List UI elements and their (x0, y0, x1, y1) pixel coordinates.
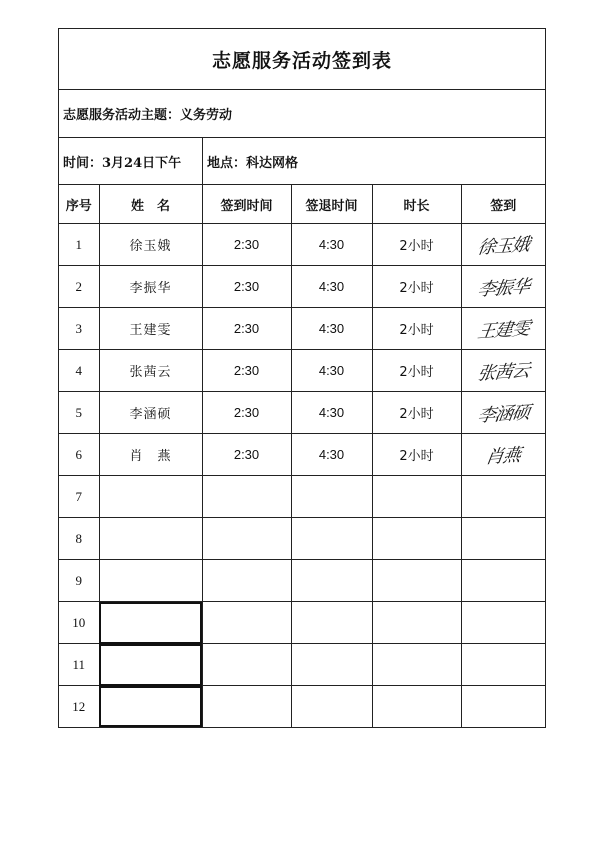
table-row (59, 350, 545, 392)
row-index: 2 (59, 266, 99, 308)
handwritten-signature: 李涵硕 (475, 401, 531, 427)
activity-place: 地点：科达网格 (207, 155, 299, 171)
duration (372, 476, 461, 518)
row-index: 3 (59, 308, 99, 350)
row-index: 9 (59, 560, 99, 602)
row-index: 8 (59, 518, 99, 560)
sign-in-sheet (58, 28, 546, 728)
signature-cell (461, 350, 545, 392)
row-index: 6 (59, 434, 99, 476)
participant-name (99, 602, 202, 644)
table-row (59, 602, 545, 644)
sign-out-time: 4:30 (291, 266, 372, 308)
sign-in-time: 2:30 (202, 434, 291, 476)
handwritten-signature: 徐玉娥 (475, 233, 531, 259)
row-index: 12 (59, 686, 99, 728)
table-row (59, 392, 545, 434)
sign-out-time (291, 644, 372, 686)
sign-out-time: 4:30 (291, 350, 372, 392)
table-row (59, 518, 545, 560)
sign-in-time: 2:30 (202, 350, 291, 392)
sign-in-time (202, 602, 291, 644)
signature-cell (461, 686, 545, 728)
sheet-title: 志愿服务活动签到表 (59, 29, 545, 90)
duration (372, 686, 461, 728)
sign-out-time (291, 476, 372, 518)
handwritten-signature: 王建雯 (475, 317, 531, 343)
row-index: 11 (59, 644, 99, 686)
handwritten-signature: 肖燕 (484, 444, 522, 468)
table-row (59, 686, 545, 728)
handwritten-signature: 李振华 (475, 275, 531, 301)
table-row (59, 644, 545, 686)
duration: 2小时 (372, 350, 461, 392)
column-header-sign-out: 签退时间 (291, 185, 372, 224)
column-header-signature: 签到 (461, 185, 545, 224)
duration (372, 560, 461, 602)
table-row (59, 308, 545, 350)
signature-cell (461, 308, 545, 350)
participant-name: 张茜云 (99, 350, 202, 392)
duration (372, 518, 461, 560)
signature-cell (461, 224, 545, 266)
column-header-duration: 时长 (372, 185, 461, 224)
duration (372, 602, 461, 644)
sign-out-time (291, 560, 372, 602)
attendance-table (59, 185, 545, 727)
row-index: 4 (59, 350, 99, 392)
participant-name: 王建雯 (99, 308, 202, 350)
sign-in-time (202, 686, 291, 728)
participant-name (99, 560, 202, 602)
duration: 2小时 (372, 224, 461, 266)
table-row (59, 560, 545, 602)
sign-out-time (291, 686, 372, 728)
sign-in-time: 2:30 (202, 224, 291, 266)
row-index: 1 (59, 224, 99, 266)
signature-cell (461, 602, 545, 644)
sign-in-time (202, 560, 291, 602)
sign-in-time: 2:30 (202, 266, 291, 308)
table-row (59, 224, 545, 266)
signature-cell (461, 434, 545, 476)
signature-cell (461, 518, 545, 560)
info-row (59, 138, 545, 185)
duration: 2小时 (372, 266, 461, 308)
participant-name (99, 644, 202, 686)
sign-in-time (202, 644, 291, 686)
signature-cell (461, 476, 545, 518)
row-index: 7 (59, 476, 99, 518)
sign-in-time (202, 476, 291, 518)
table-header-row (59, 185, 545, 224)
signature-cell (461, 644, 545, 686)
table-row (59, 266, 545, 308)
activity-theme: 志愿服务活动主题：义务劳动 (59, 90, 545, 138)
sign-out-time: 4:30 (291, 392, 372, 434)
sign-in-time: 2:30 (202, 308, 291, 350)
table-row (59, 476, 545, 518)
participant-name: 李振华 (99, 266, 202, 308)
sign-out-time: 4:30 (291, 308, 372, 350)
participant-name: 徐玉娥 (99, 224, 202, 266)
duration: 2小时 (372, 434, 461, 476)
row-index: 10 (59, 602, 99, 644)
column-header-index: 序号 (59, 185, 99, 224)
participant-name (99, 686, 202, 728)
handwritten-signature: 张茜云 (475, 359, 531, 385)
activity-time: 时间：3月24日下午 (59, 138, 203, 184)
participant-name (99, 518, 202, 560)
duration (372, 644, 461, 686)
duration: 2小时 (372, 392, 461, 434)
column-header-name: 姓 名 (99, 185, 202, 224)
signature-cell (461, 266, 545, 308)
table-row (59, 434, 545, 476)
row-index: 5 (59, 392, 99, 434)
sign-out-time (291, 602, 372, 644)
participant-name: 肖 燕 (99, 434, 202, 476)
sign-in-time (202, 518, 291, 560)
column-header-sign-in: 签到时间 (202, 185, 291, 224)
sign-out-time (291, 518, 372, 560)
sign-out-time: 4:30 (291, 434, 372, 476)
sign-in-time: 2:30 (202, 392, 291, 434)
duration: 2小时 (372, 308, 461, 350)
sign-out-time: 4:30 (291, 224, 372, 266)
signature-cell (461, 560, 545, 602)
signature-cell (461, 392, 545, 434)
participant-name: 李涵硕 (99, 392, 202, 434)
participant-name (99, 476, 202, 518)
